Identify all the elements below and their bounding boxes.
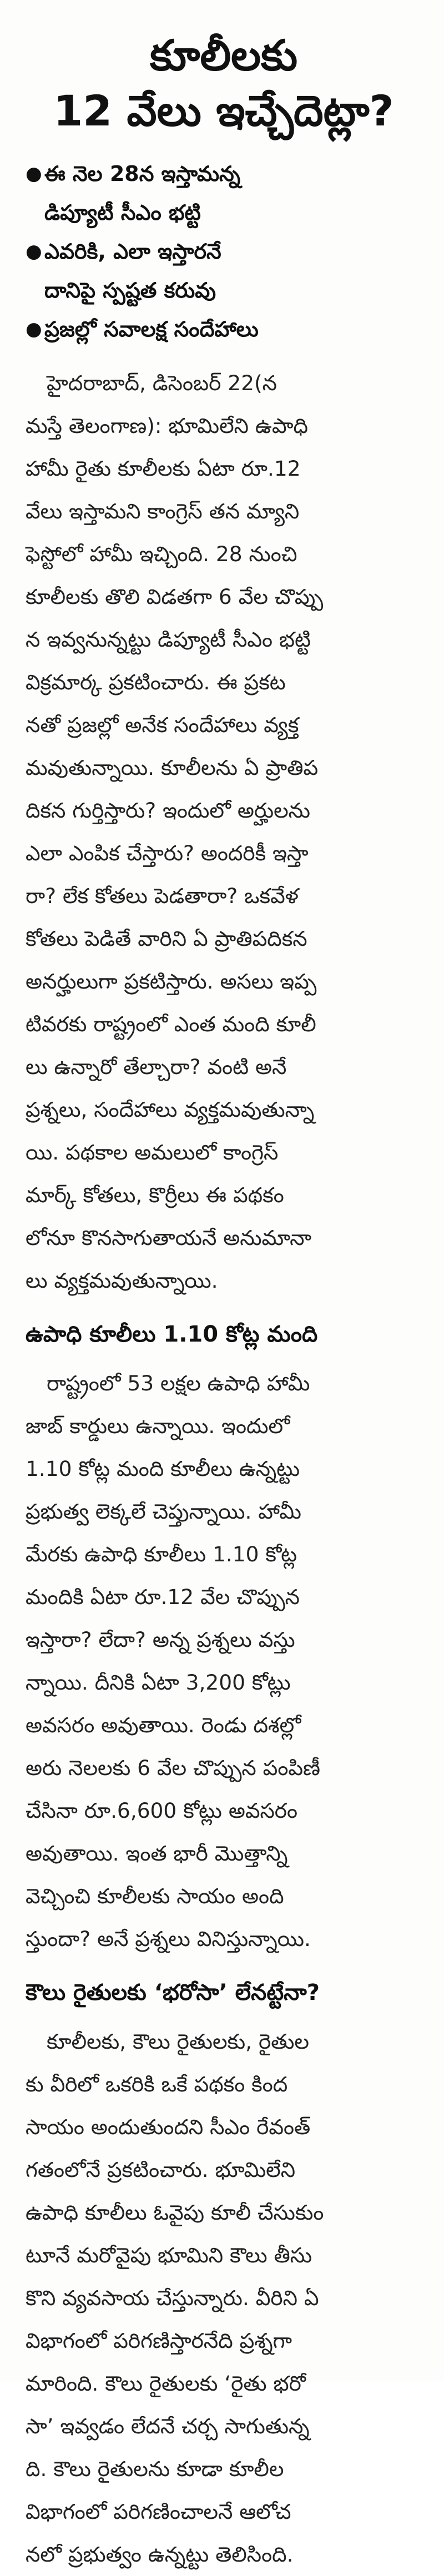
article-line: 1.10 కోట్ల మంది కూలీలు ఉన్నట్టు [26, 1456, 300, 1481]
article-line: అవుతాయి. ఇంత భారీ మొత్తాన్ని [26, 1841, 288, 1866]
article-line: ప్రశ్నలు, సందేహాలు వ్యక్తమవుతున్నా [26, 1097, 315, 1122]
article-line: అవసరం అవుతాయి. రెండు దశల్లో [26, 1713, 301, 1737]
article-paragraph-2 [26, 1362, 422, 1960]
article-line: ఫెస్టోలో హామీ ఇచ్చింది. 28 నుంచి [26, 542, 297, 566]
bullet-dot-icon: ● [26, 163, 42, 185]
article-line: స్తుందా? అనే ప్రశ్నలు వినిస్తున్నాయి. [26, 1927, 311, 1951]
article-line: లు ఉన్నారో తేల్చారా? వంటి అనే [26, 1055, 287, 1079]
bullet-text: ఎవరికి, ఎలా ఇస్తారనే [44, 239, 221, 264]
article-line: యి. పథకాల అమలులో కాంగ్రెస్ [26, 1140, 279, 1165]
article-line: రాష్ట్రంలో 53 లక్షల ఉపాధి హామీ [47, 1371, 310, 1395]
article-line: గతంలోనే ప్రకటించారు. భూమిలేని [26, 2157, 296, 2182]
article-line: మార్క్ కోతలు, కొర్రీలు ఈ పథకం [26, 1183, 284, 1207]
article-line: లు వ్యక్తమవుతున్నాయి. [26, 1268, 218, 1293]
article-line: విభాగంలో పరిగణించాలనే ఆలోచ [26, 2499, 291, 2524]
subheading-workers-count: ఉపాధి కూలీలు 1.10 కోట్ల మంది [26, 1322, 318, 1347]
bullet-item [26, 154, 422, 232]
article-line: మందికి ఏటా రూ.12 వేల చొప్పున [26, 1585, 300, 1609]
article-line: న ఇవ్వనున్నట్టు డిప్యూటీ సీఎం భట్టి [26, 627, 311, 652]
article-line: వెచ్చించి కూలీలకు సాయం అంది [26, 1884, 284, 1908]
subheading-tenant-farmers: కౌలు రైతులకు ‘భరోసా’ లేనట్టేనా? [26, 1980, 320, 2005]
article-line: న్నాయి. దీనికి ఏటా 3,200 కోట్లు [26, 1670, 291, 1695]
article-line: ప్రభుత్వ లెక్కలే చెప్తున్నాయి. హామీ [26, 1499, 301, 1524]
article-line: హైదరాబాద్, డిసెంబర్ 22(న [47, 371, 277, 395]
article-line: రా? లేక కోతలు పెడతారా? ఒకవేళ [26, 884, 299, 908]
bullet-text: దానిపై స్పష్టత కరువు [44, 278, 216, 303]
article-paragraph-1 [26, 362, 422, 1302]
article-line: చేసినా రూ.6,600 కోట్లు అవసరం [26, 1798, 298, 1823]
bullet-dot-icon: ● [26, 318, 42, 340]
article-line: నలో ప్రభుత్వం ఉన్నట్టు తెలిసింది. [26, 2542, 294, 2567]
headline [26, 28, 422, 139]
article-line: హామీ రైతు కూలీలకు ఏటా రూ.12 [26, 456, 301, 481]
article-line: కు వీరిలో ఒకరికి ఒకే పథకం కింద [26, 2072, 288, 2096]
article-line: వేలు ఇస్తామని కాంగ్రెస్ తన మ్యాని [26, 499, 300, 523]
article-line: నతో ప్రజల్లో అనేక సందేహాలు వ్యక్త [26, 713, 299, 737]
article-line: అరు నెలలకు 6 వేల చొప్పున పంపిణీ [26, 1756, 320, 1780]
article-line: కూలీలకు, కౌలు రైతులకు, రైతుల [47, 2029, 309, 2054]
article-paragraph-3 [26, 2020, 422, 2576]
bullet-text: ప్రజల్లో సవాలక్ష సందేహాలు [44, 317, 259, 341]
article-line: ఉపాధి కూలీలు ఓవైపు కూలీ చేసుకుం [26, 2200, 324, 2225]
bullet-text: డిప్యూటీ సీఎం భట్టి [44, 200, 201, 225]
article-line: మస్తే తెలంగాణ): భూమిలేని ఉపాధి [26, 414, 308, 438]
article-line: విక్రమార్క ప్రకటించారు. ఈ ప్రకట [26, 670, 286, 694]
bullet-item [26, 310, 422, 349]
article-line: ఎలా ఎంపిక చేస్తారు? అందరికీ ఇస్తా [26, 841, 309, 865]
article-line: ఇస్తారా? లేదా? అన్న ప్రశ్నలు వస్తు [26, 1627, 295, 1652]
article-line: సా’ ఇవ్వడం లేదనే చర్చ సాగుతున్న [26, 2414, 310, 2438]
article-line: కూలీలకు తొలి విడతగా 6 వేల చొప్పు [26, 584, 324, 609]
article-line: లోనూ కొనసాగుతాయనే అనుమానా [26, 1226, 312, 1250]
article-line: కొని వ్యవసాయ చేస్తున్నారు. వీరిని ఏ [26, 2286, 319, 2310]
article-line: మేరకు ఉపాధి కూలీలు 1.10 కోట్ల [26, 1542, 297, 1566]
article-line: సాయం అందుతుందని సీఎం రేవంత్ [26, 2115, 311, 2139]
article-line: అనర్హులుగా ప్రకటిస్తారు. అసలు ఇప్ప [26, 969, 317, 994]
article-line: కోతలు పెడితే వారిని ఏ ప్రాతిపదికన [26, 926, 307, 951]
bullet-item [26, 232, 422, 310]
article-line: విభాగంలో పరిగణిస్తారనేది ప్రశ్నగా [26, 2328, 292, 2353]
headline-line-2: 12 వేలు ఇచ్చేదెట్లా? [53, 86, 394, 135]
article-line: మవుతున్నాయి. కూలీలను ఏ ప్రాతిప [26, 755, 319, 780]
article-line: దికన గుర్తిస్తారు? ఇందులో అర్హులను [26, 798, 310, 823]
bullet-dot-icon: ● [26, 240, 42, 263]
article-line: టివరకు రాష్ట్రంలో ఎంత మంది కూలీ [26, 1012, 316, 1036]
article-line: జాబ్ కార్డులు ఉన్నాయి. ఇందులో [26, 1414, 290, 1438]
article-line: ది. కౌలు రైతులను కూడా కూలీల [26, 2457, 284, 2481]
article-line: మారింది. కౌలు రైతులకు ‘రైతు భరో [26, 2371, 306, 2396]
highlight-bullets [26, 154, 422, 349]
headline-line-1: కూలీలకు [150, 31, 297, 80]
bullet-text: ఈ నెల 28న ఇస్తామన్న [44, 162, 240, 186]
article-line: టూనే మరోవైపు భూమిని కౌలు తీసు [26, 2243, 312, 2267]
